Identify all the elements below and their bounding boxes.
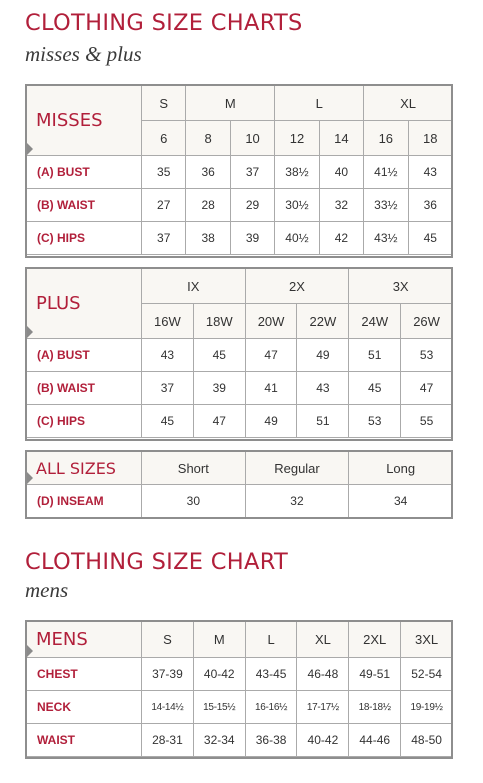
table-cell: 53 <box>349 405 401 438</box>
table-cell: 36 <box>186 156 230 189</box>
size-12: 12 <box>275 121 319 156</box>
table-cell: 49 <box>245 405 297 438</box>
size-14: 14 <box>319 121 363 156</box>
size-10: 10 <box>230 121 274 156</box>
length-long: Long <box>349 452 453 485</box>
length-regular: Regular <box>245 452 349 485</box>
table-cell: 37 <box>142 222 186 255</box>
table-cell: 46-48 <box>297 658 349 691</box>
plus-label: PLUS <box>26 269 142 339</box>
notch-marker <box>26 325 33 339</box>
table-cell: 36-38 <box>245 724 297 757</box>
row-label-bust: (A) BUST <box>26 339 142 372</box>
table-row <box>26 405 453 438</box>
table-cell: 45 <box>408 222 452 255</box>
size-group-s: S <box>142 86 186 121</box>
size-group-3x: 3X <box>349 269 453 304</box>
table-cell: 14-14½ <box>142 691 194 724</box>
misses-size-table <box>25 85 453 255</box>
table-cell: 30½ <box>275 189 319 222</box>
table-cell: 28-31 <box>142 724 194 757</box>
table-cell: 18-18½ <box>349 691 401 724</box>
table-cell: 37-39 <box>142 658 194 691</box>
table-cell: 37 <box>230 156 274 189</box>
table-cell: 30 <box>142 485 246 518</box>
size-6: 6 <box>142 121 186 156</box>
page-title: CLOTHING SIZE CHARTS <box>25 10 303 36</box>
table-cell: 42 <box>319 222 363 255</box>
length-short: Short <box>142 452 246 485</box>
table-cell: 41 <box>245 372 297 405</box>
table-cell: 40-42 <box>193 658 245 691</box>
table-row <box>26 189 453 222</box>
size-l: L <box>245 622 297 658</box>
table-cell: 51 <box>349 339 401 372</box>
size-18w: 18W <box>193 304 245 339</box>
table-cell: 32 <box>319 189 363 222</box>
table-cell: 45 <box>193 339 245 372</box>
table-cell: 15-15½ <box>193 691 245 724</box>
table-row <box>26 658 453 691</box>
table-cell: 43 <box>297 372 349 405</box>
size-group-m: M <box>186 86 275 121</box>
size-16: 16 <box>364 121 408 156</box>
row-label-waist: WAIST <box>26 724 142 757</box>
inseam-table <box>25 451 453 518</box>
table-cell: 43½ <box>364 222 408 255</box>
table-cell: 34 <box>349 485 453 518</box>
table-row <box>26 485 453 518</box>
mens-title: CLOTHING SIZE CHART <box>25 549 289 575</box>
table-cell: 53 <box>401 339 453 372</box>
table-cell: 49-51 <box>349 658 401 691</box>
row-label-inseam: (D) INSEAM <box>26 485 142 518</box>
table-cell: 40½ <box>275 222 319 255</box>
table-cell: 39 <box>193 372 245 405</box>
size-group-1x: IX <box>142 269 246 304</box>
size-group-l: L <box>275 86 364 121</box>
table-cell: 37 <box>142 372 194 405</box>
table-cell: 40 <box>319 156 363 189</box>
table-cell: 28 <box>186 189 230 222</box>
table-cell: 32-34 <box>193 724 245 757</box>
table-row <box>26 156 453 189</box>
table-row <box>26 691 453 724</box>
size-m: M <box>193 622 245 658</box>
table-cell: 35 <box>142 156 186 189</box>
table-cell: 41½ <box>364 156 408 189</box>
table-cell: 39 <box>230 222 274 255</box>
size-22w: 22W <box>297 304 349 339</box>
table-cell: 43 <box>408 156 452 189</box>
size-s: S <box>142 622 194 658</box>
table-row <box>26 372 453 405</box>
table-cell: 32 <box>245 485 349 518</box>
table-cell: 52-54 <box>401 658 453 691</box>
row-label-neck: NECK <box>26 691 142 724</box>
plus-size-table <box>25 268 453 438</box>
page-subtitle: misses & plus <box>25 42 142 66</box>
notch-marker <box>26 142 33 156</box>
size-24w: 24W <box>349 304 401 339</box>
misses-label: MISSES <box>26 86 142 156</box>
table-cell: 16-16½ <box>245 691 297 724</box>
mens-subtitle: mens <box>25 578 69 602</box>
table-cell: 38½ <box>275 156 319 189</box>
size-xl: XL <box>297 622 349 658</box>
row-label-waist: (B) WAIST <box>26 372 142 405</box>
size-16w: 16W <box>142 304 194 339</box>
all-sizes-label: ALL SIZES <box>26 452 142 485</box>
table-cell: 33½ <box>364 189 408 222</box>
size-2xl: 2XL <box>349 622 401 658</box>
size-8: 8 <box>186 121 230 156</box>
table-cell: 47 <box>245 339 297 372</box>
table-cell: 40-42 <box>297 724 349 757</box>
table-cell: 19-19½ <box>401 691 453 724</box>
table-cell: 38 <box>186 222 230 255</box>
size-3xl: 3XL <box>401 622 453 658</box>
size-group-2x: 2X <box>245 269 349 304</box>
table-cell: 47 <box>193 405 245 438</box>
table-cell: 45 <box>349 372 401 405</box>
table-cell: 51 <box>297 405 349 438</box>
mens-label: MENS <box>26 622 142 658</box>
table-cell: 43 <box>142 339 194 372</box>
table-row <box>26 724 453 757</box>
notch-marker <box>26 471 33 485</box>
row-label-waist: (B) WAIST <box>26 189 142 222</box>
table-cell: 55 <box>401 405 453 438</box>
size-18: 18 <box>408 121 452 156</box>
table-cell: 17-17½ <box>297 691 349 724</box>
row-label-hips: (C) HIPS <box>26 222 142 255</box>
table-row <box>26 339 453 372</box>
table-cell: 49 <box>297 339 349 372</box>
size-group-xl: XL <box>364 86 453 121</box>
table-cell: 43-45 <box>245 658 297 691</box>
mens-size-table <box>25 621 453 757</box>
table-cell: 45 <box>142 405 194 438</box>
row-label-chest: CHEST <box>26 658 142 691</box>
notch-marker <box>26 644 33 658</box>
table-cell: 29 <box>230 189 274 222</box>
table-cell: 27 <box>142 189 186 222</box>
size-26w: 26W <box>401 304 453 339</box>
table-cell: 36 <box>408 189 452 222</box>
size-20w: 20W <box>245 304 297 339</box>
table-row <box>26 222 453 255</box>
row-label-bust: (A) BUST <box>26 156 142 189</box>
row-label-hips: (C) HIPS <box>26 405 142 438</box>
table-cell: 48-50 <box>401 724 453 757</box>
table-cell: 44-46 <box>349 724 401 757</box>
table-cell: 47 <box>401 372 453 405</box>
